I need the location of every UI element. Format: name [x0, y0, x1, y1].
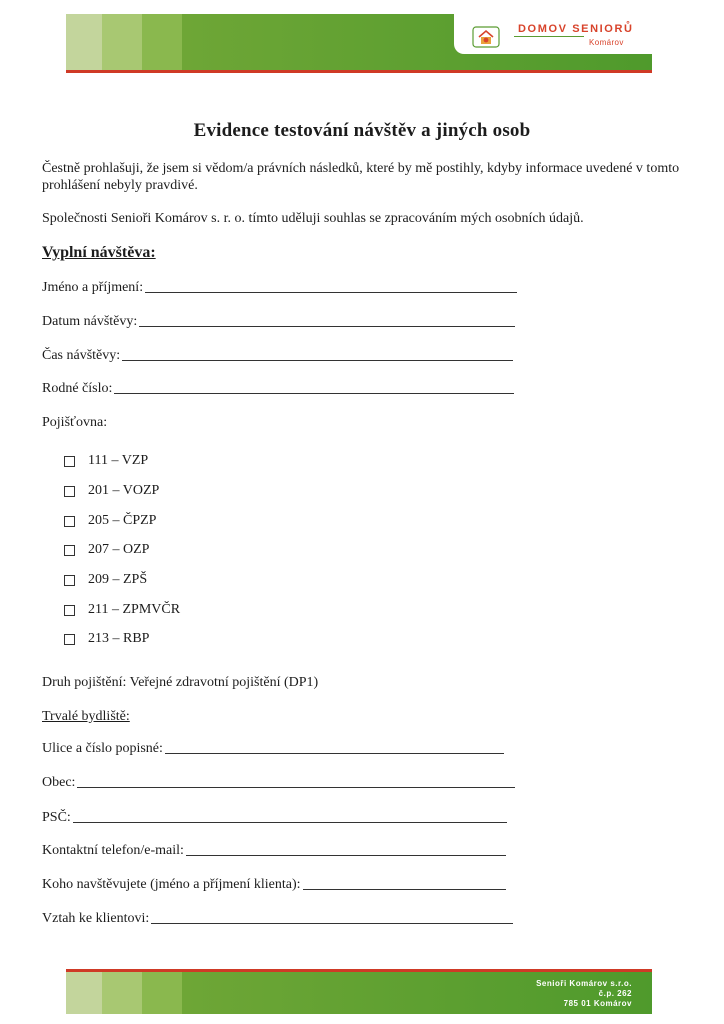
insurer-option[interactable]	[64, 483, 159, 499]
logo-title: DOMOV SENIORŮ	[518, 23, 634, 35]
insurer-option-label: 205 – ČPZP	[88, 513, 157, 528]
field-postcode-label: PSČ:	[42, 810, 71, 825]
insurer-option[interactable]	[64, 542, 149, 558]
field-street[interactable]	[42, 741, 504, 757]
logo	[454, 14, 652, 54]
checkbox[interactable]	[64, 545, 75, 556]
declaration-text: Čestně prohlašuji, že jsem si vědom/a právních následků, které by mě postihly, kdyby informace uvedené v tomto prohlášení nebyly pravdivé.	[42, 161, 680, 193]
footer-address	[536, 979, 632, 1009]
footer-city: 785 01 Komárov	[563, 999, 632, 1008]
field-visit-date[interactable]	[42, 314, 515, 330]
field-birth-number-label: Rodné číslo:	[42, 381, 113, 396]
insurer-option-label: 211 – ZPMVČR	[88, 602, 181, 617]
insurer-option[interactable]	[64, 572, 147, 588]
section-title: Vyplní návštěva:	[42, 244, 156, 261]
field-visit-time[interactable]	[42, 348, 513, 364]
document-title: Evidence testování návštěv a jiných osob	[193, 120, 531, 141]
consent-text: Společnosti Senioři Komárov s. r. o. tímto uděluji souhlas se zpracováním mých osobních údajů.	[42, 211, 584, 226]
insurance-type: Druh pojištění: Veřejné zdravotní pojištění (DP1)	[42, 675, 319, 690]
insurer-option[interactable]	[64, 513, 156, 529]
field-relation-line[interactable]	[151, 922, 513, 924]
field-contact[interactable]	[42, 843, 506, 859]
field-name-label: Jméno a příjmení:	[42, 280, 144, 295]
logo-subtitle: Komárov	[589, 38, 624, 47]
field-postcode-line[interactable]	[73, 821, 507, 823]
insurer-label: Pojišťovna:	[42, 415, 108, 430]
insurer-option[interactable]	[64, 453, 148, 469]
field-contact-label: Kontaktní telefon/e-mail:	[42, 843, 184, 858]
field-city-label: Obec:	[42, 775, 76, 790]
field-street-label: Ulice a číslo popisné:	[42, 741, 163, 756]
field-city[interactable]	[42, 775, 515, 791]
field-relation-label: Vztah ke klientovi:	[42, 911, 150, 926]
field-visit-date-label: Datum návštěvy:	[42, 314, 138, 329]
field-postcode[interactable]	[42, 810, 507, 826]
checkbox[interactable]	[64, 575, 75, 586]
footer-company: Senioři Komárov s.r.o.	[536, 979, 632, 988]
field-client-line[interactable]	[303, 888, 506, 890]
logo-divider	[514, 36, 584, 37]
footer-street: č.p. 262	[598, 989, 632, 998]
insurer-option-label: 209 – ZPŠ	[88, 572, 148, 587]
field-client-label: Koho navštěvujete (jméno a příjmení klienta):	[42, 877, 301, 892]
checkbox[interactable]	[64, 605, 75, 616]
field-visit-date-line[interactable]	[139, 325, 515, 327]
insurer-option-label: 111 – VZP	[88, 453, 149, 468]
field-relation[interactable]	[42, 911, 513, 927]
field-street-line[interactable]	[165, 752, 504, 754]
field-name-line[interactable]	[145, 291, 517, 293]
field-visit-time-line[interactable]	[122, 359, 513, 361]
residence-title: Trvalé bydliště:	[42, 709, 130, 724]
house-logo-icon	[471, 23, 501, 49]
insurer-option[interactable]	[64, 631, 149, 647]
checkbox[interactable]	[64, 634, 75, 645]
field-visit-time-label: Čas návštěvy:	[42, 348, 121, 363]
insurer-option-label: 201 – VOZP	[88, 483, 160, 498]
field-contact-line[interactable]	[186, 854, 506, 856]
field-city-line[interactable]	[77, 786, 515, 788]
insurer-option-label: 213 – RBP	[88, 631, 150, 646]
field-client[interactable]	[42, 877, 506, 893]
checkbox[interactable]	[64, 486, 75, 497]
checkbox[interactable]	[64, 456, 75, 467]
insurer-option-label: 207 – OZP	[88, 542, 150, 557]
field-birth-number-line[interactable]	[114, 392, 514, 394]
insurer-option[interactable]	[64, 602, 180, 618]
field-name[interactable]	[42, 280, 517, 296]
checkbox[interactable]	[64, 516, 75, 527]
field-birth-number[interactable]	[42, 381, 514, 397]
